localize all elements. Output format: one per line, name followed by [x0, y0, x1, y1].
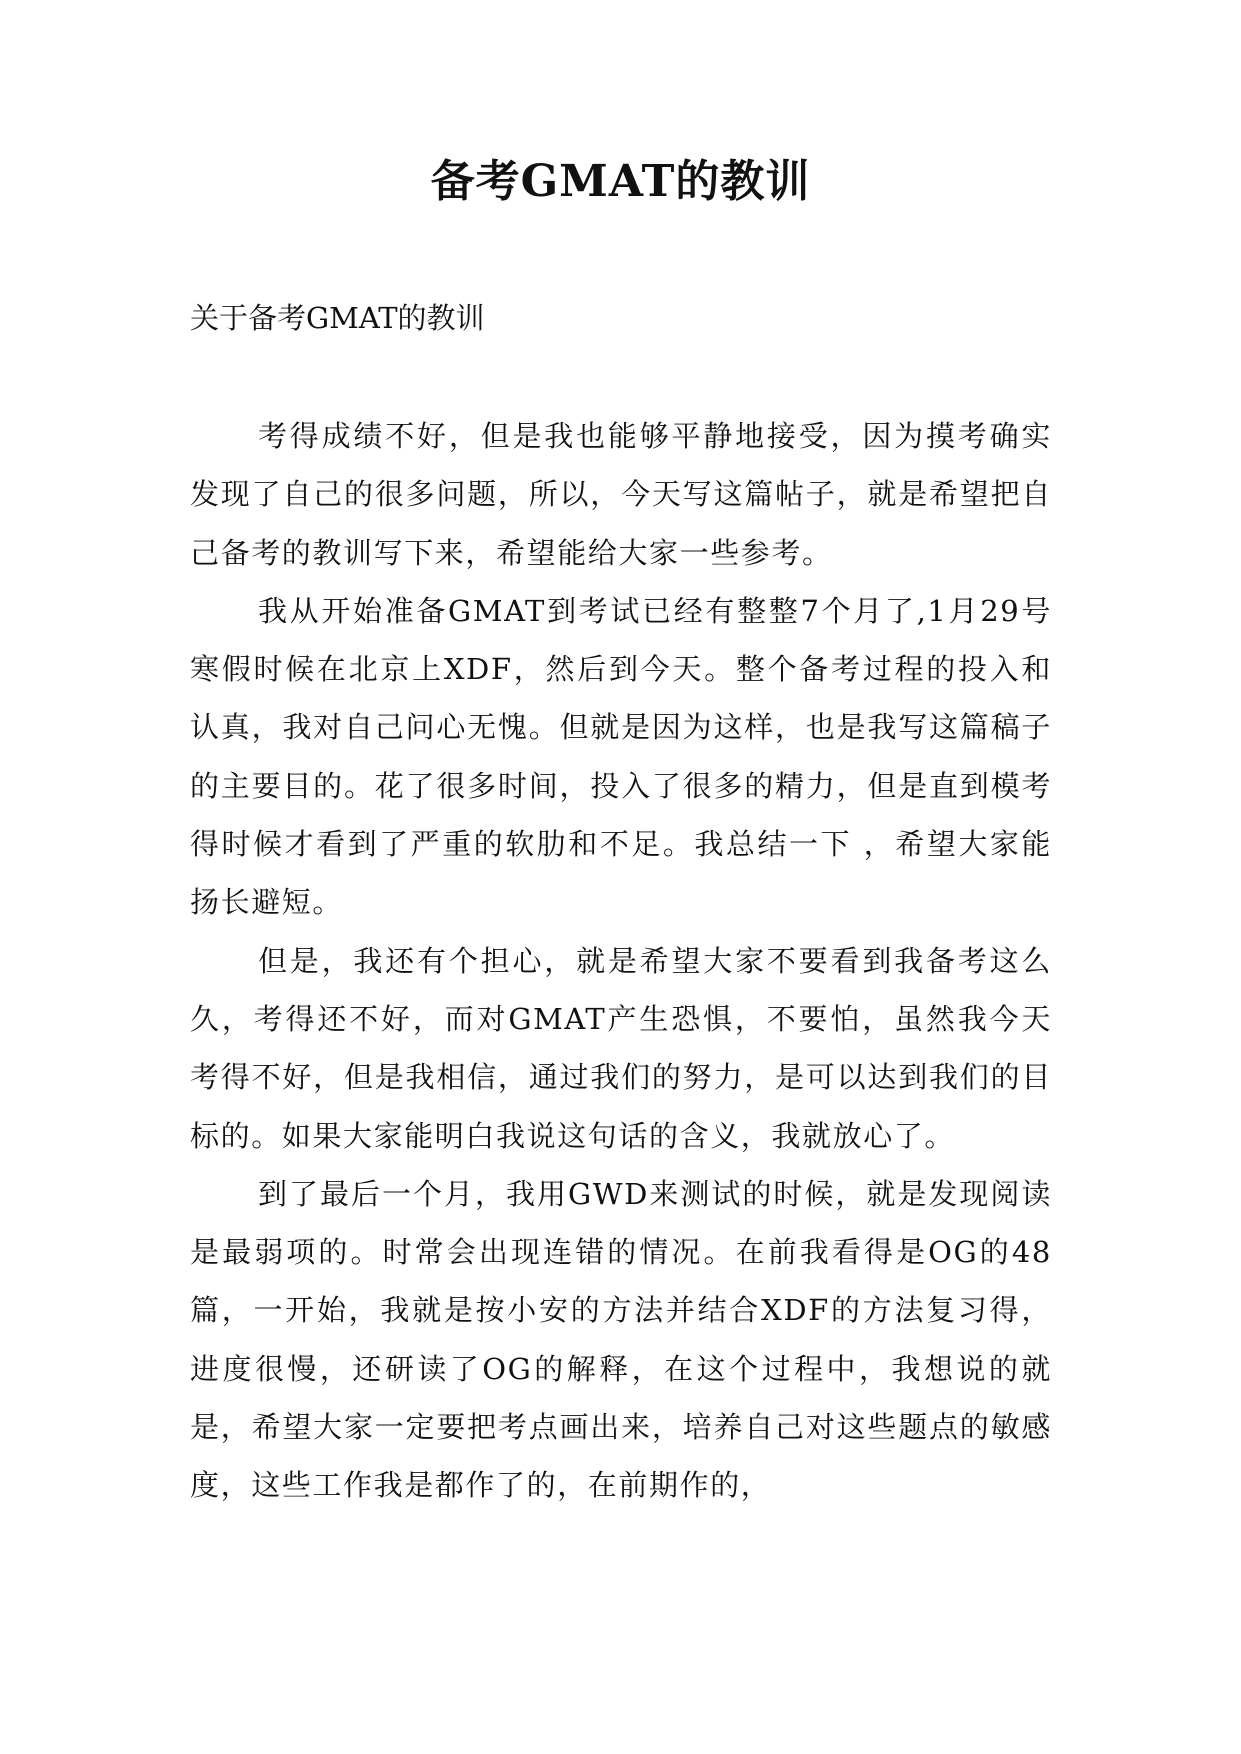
document-title: 备考GMAT的教训 [430, 156, 811, 207]
document-subtitle: 关于备考GMAT的教训 [190, 301, 485, 335]
paragraph-2: 我从开始准备GMAT到考试已经有整整7个月了,1月29号寒假时候在北京上XDF，然后到今天。整个备考过程的投入和认真，我对自己问心无愧。但就是因为这样，也是我写这篇稿子的主要目的。花了很多时间，投入了很多的精力，但是直到模考得时候才看到了严重的软肋和不足。我总结一下 ，希望大家能扬长避短。 [190, 593, 1052, 920]
paragraph-4: 到了最后一个月，我用GWD来测试的时候，就是发现阅读是最弱项的。时常会出现连错的情况。在前我看得是OG的48篇，一开始，我就是按小安的方法并结合XDF的方法复习得，进度很慢，还研读了OG的解释，在这个过程中，我想说的就是，希望大家一定要把考点画出来，培养自己对这些题点的敏感度，这些工作我是都作了的，在前期作的， [190, 1176, 1052, 1503]
document-body [190, 407, 1052, 1515]
paragraph-1: 考得成绩不好，但是我也能够平静地接受，因为摸考确实发现了自己的很多问题，所以，今天写这篇帖子，就是希望把自己备考的教训写下来，希望能给大家一些参考。 [190, 419, 1052, 570]
paragraph-3: 但是，我还有个担心，就是希望大家不要看到我备考这么久，考得还不好，而对GMAT产生恐惧，不要怕，虽然我今天考得不好，但是我相信，通过我们的努力，是可以达到我们的目标的。如果大家能明白我说这句话的含义，我就放心了。 [190, 943, 1052, 1153]
